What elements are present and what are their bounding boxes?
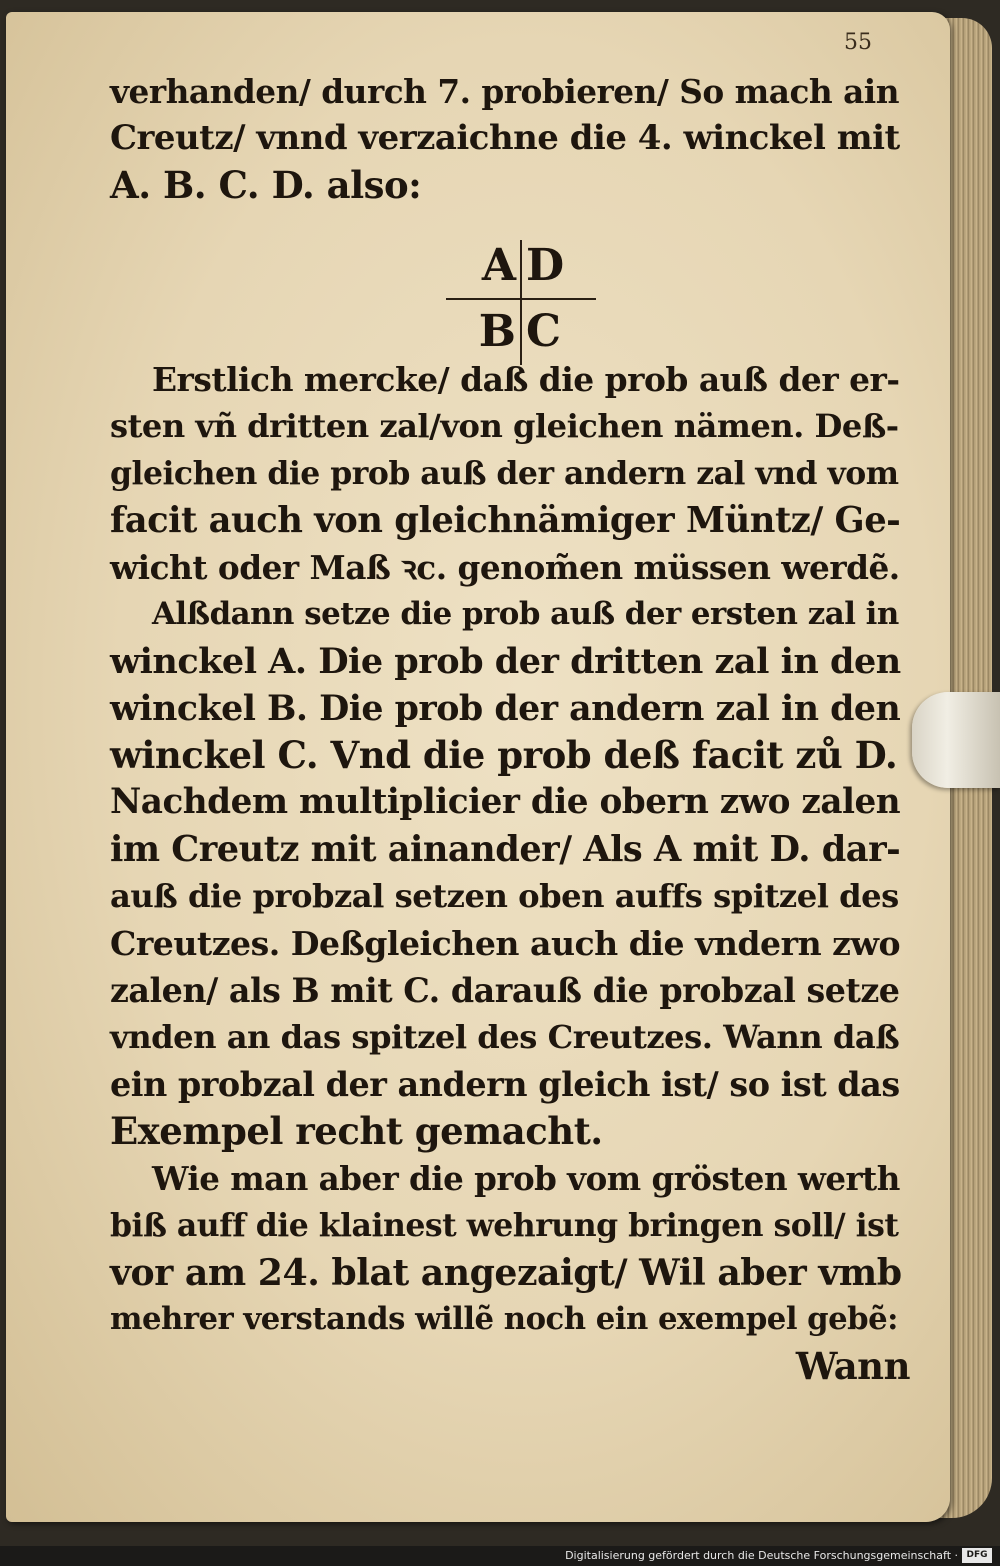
dfg-logo: DFG [962,1548,992,1563]
text-line: Nachdem multiplicier die obern zwo zalen [110,782,901,822]
cross-cell-b: B [478,306,516,357]
page-number: 55 [844,30,872,55]
text-line: A. B. C. D. also: [110,163,422,207]
book-page [6,12,950,1522]
text-line: zalen/ als B mit C. darauß die probzal setze [110,971,900,1010]
text-line: gleichen die prob auß der andern zal vnd vom [110,455,899,492]
text-line: Exempel recht gemacht. [110,1109,603,1153]
cross-cell-d: D [526,240,565,291]
cross-cell-a: A [481,240,516,291]
text-line: Creutzes. Deßgleichen auch die vndern zwo [110,924,901,963]
text-line: biß auff die klainest wehrung bringen soll/ ist [110,1207,899,1244]
text-block-body [110,356,910,1343]
cross-diagram [446,232,596,367]
text-line: mehrer verstands willẽ noch ein exempel gebẽ: [110,1301,899,1337]
text-line: Erstlich mercke/ daß die prob auß der er- [152,360,900,399]
text-line: vnden an das spitzel des Creutzes. Wann daß [110,1018,900,1056]
text-line: winckel B. Die prob der andern zal in den [110,688,901,729]
text-line: Wie man aber die prob vom grösten werth [152,1159,900,1198]
catchword: Wann [795,1344,910,1388]
text-line: sten vñ dritten zal/von gleichen nämen. Deß- [110,407,899,445]
catchword-block [110,1343,910,1390]
cross-vertical-line [520,240,522,365]
cross-horizontal-line [446,298,596,300]
text-line: Creutz/ vnnd verzaichne die 4. winckel mit [110,118,900,158]
text-line: auß die probzal setzen oben auffs spitzel des [110,877,899,915]
text-line: im Creutz mit ainander/ Als A mit D. dar- [110,829,901,870]
text-line: vor am 24. blat angezaigt/ Wil aber vmb [110,1251,902,1294]
text-line: verhanden/ durch 7. probieren/ So mach ain [110,72,900,111]
text-line: facit auch von gleichnämiger Müntz/ Ge- [110,500,901,541]
footer-credit: Digitalisierung gefördert durch die Deutsche Forschungsgemeinschaft · [565,1549,958,1562]
text-line: winckel C. Vnd die prob deß facit zů D. [110,733,898,777]
text-line: Alßdann setze die prob auß der ersten zal in [152,596,899,632]
cross-cell-c: C [526,306,562,357]
text-block-intro [110,68,910,209]
text-line: ein probzal der andern gleich ist/ so ist das [110,1065,900,1104]
book-clasp [912,692,1000,788]
text-line: wicht oder Maß ꝛc. genom̃en müssen werdẽ. [110,548,900,587]
text-line: winckel A. Die prob der dritten zal in den [110,641,901,682]
